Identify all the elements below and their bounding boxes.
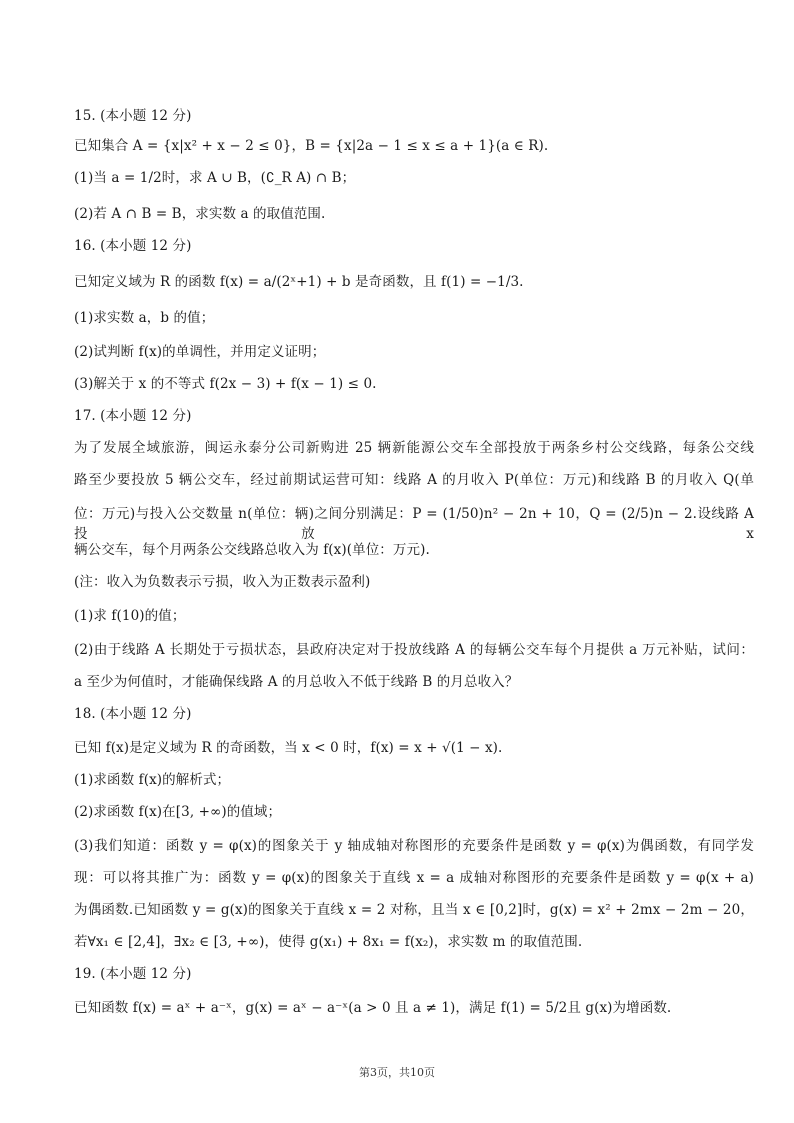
line-q18-p3d: 若∀x₁ ∈ [2,4]，∃x₂ ∈ [3, +∞)，使得 g(x₁) + 8x₁ = f(x₂)，求实数 m 的取值范围. bbox=[74, 934, 583, 950]
line-q17-p2a: (2)由于线路 A 长期处于亏损状态，县政府决定对于投放线路 A 的每辆公交车每个月提供 a 万元补贴，试问： bbox=[74, 642, 754, 658]
line-q16-head: 16. (本小题 12 分) bbox=[74, 238, 192, 254]
line-q18-p3b: 现：可以将其推广为：函数 y = φ(x)的图象关于直线 x = a 成轴对称图形的充要条件是函数 y = φ(x + a) bbox=[74, 870, 754, 886]
line-q18-p3a: (3)我们知道：函数 y = φ(x)的图象关于 y 轴成轴对称图形的充要条件是函数 y = φ(x)为偶函数，有同学发 bbox=[74, 838, 754, 854]
line-q17-head: 17. (本小题 12 分) bbox=[74, 408, 192, 424]
line-q16-p2: (2)试判断 f(x)的单调性，并用定义证明； bbox=[74, 344, 326, 360]
line-q16-stem: 已知定义域为 R 的函数 f(x) = a/(2ˣ+1) + b 是奇函数，且 f(1) = −1/3. bbox=[74, 274, 524, 290]
line-q18-p2: (2)求函数 f(x)在[3, +∞)的值域； bbox=[74, 804, 282, 820]
line-q19-head: 19. (本小题 12 分) bbox=[74, 966, 192, 982]
line-q15-p1: (1)当 a = 1/2时，求 A ∪ B，(∁_R A) ∩ B； bbox=[74, 170, 356, 186]
page-footer: 第3页，共10页 bbox=[359, 1066, 435, 1079]
line-q18-p3c: 为偶函数.已知函数 y = g(x)的图象关于直线 x = 2 对称，且当 x ∈ [0,2]时，g(x) = x² + 2mx − 2m − 20， bbox=[74, 902, 754, 918]
line-q17-l1: 为了发展全域旅游，闽运永泰分公司新购进 25 辆新能源公交车全部投放于两条乡村公交线路，每条公交线 bbox=[74, 440, 754, 456]
line-q17-p1: (1)求 f(10)的值； bbox=[74, 608, 186, 624]
line-q16-p3: (3)解关于 x 的不等式 f(2x − 3) + f(x − 1) ≤ 0. bbox=[74, 376, 377, 392]
line-q16-p1: (1)求实数 a，b 的值； bbox=[74, 310, 215, 326]
line-q15-head: 15. (本小题 12 分) bbox=[74, 108, 192, 124]
line-q17-l2: 路至少要投放 5 辆公交车，经过前期试运营可知：线路 A 的月收入 P(单位：万元)和线路 B 的月收入 Q(单 bbox=[74, 472, 754, 488]
line-q18-p1: (1)求函数 f(x)的解析式； bbox=[74, 772, 231, 788]
line-q17-l3: 位：万元)与投入公交数量 n(单位：辆)之间分别满足：P = (1/50)n² − 2n + 10，Q = (2/5)n − 2.设线路 A 投放 x bbox=[74, 506, 754, 542]
line-q17-l4: 辆公交车，每个月两条公交线路总收入为 f(x)(单位：万元). bbox=[74, 542, 430, 558]
line-q17-p2b: a 至少为何值时，才能确保线路 A 的月总收入不低于线路 B 的月总收入？ bbox=[74, 674, 519, 690]
line-q17-note: (注：收入为负数表示亏损，收入为正数表示盈利) bbox=[74, 574, 371, 590]
line-q18-stem: 已知 f(x)是定义域为 R 的奇函数，当 x < 0 时，f(x) = x + √(1 − x). bbox=[74, 740, 503, 756]
line-q18-head: 18. (本小题 12 分) bbox=[74, 706, 192, 722]
line-q15-stem: 已知集合 A = {x|x² + x − 2 ≤ 0}，B = {x|2a − 1 ≤ x ≤ a + 1}(a ∈ R). bbox=[74, 138, 549, 154]
line-q15-p2: (2)若 A ∩ B = B，求实数 a 的取值范围. bbox=[74, 206, 326, 222]
line-q19-stem: 已知函数 f(x) = aˣ + a⁻ˣ，g(x) = aˣ − a⁻ˣ(a > 0 且 a ≠ 1)，满足 f(1) = 5/2且 g(x)为增函数. bbox=[74, 1000, 672, 1016]
